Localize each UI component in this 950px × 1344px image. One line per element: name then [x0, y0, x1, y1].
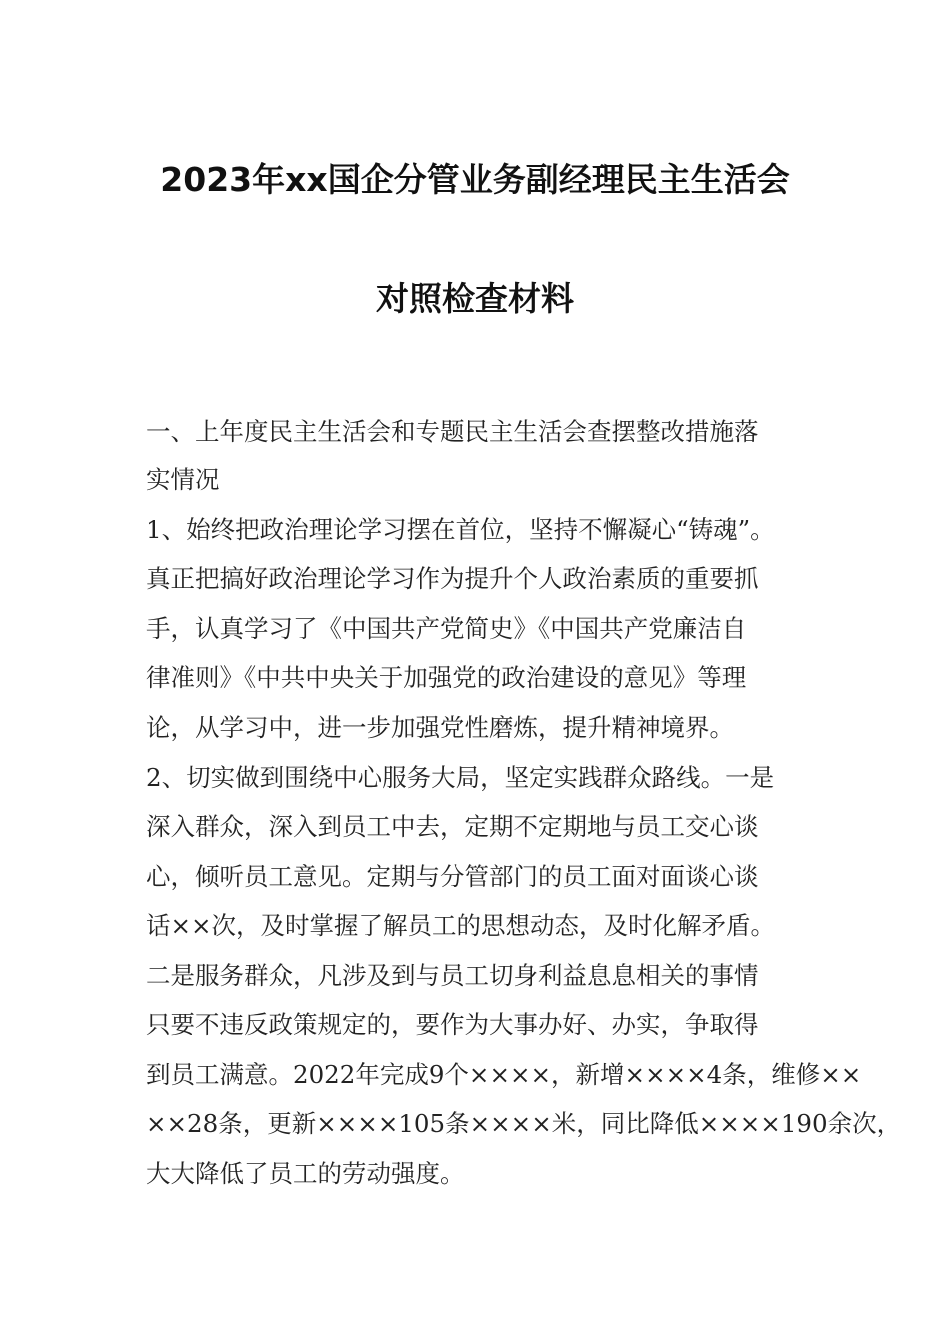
body-line: 实情况 [146, 465, 220, 494]
body-line: 1、始终把政治理论学习摆在首位，坚持不懈凝心“铸魂”。 [146, 515, 775, 544]
body-line: 手，认真学习了《中国共产党简史》《中国共产党廉洁自 [146, 614, 747, 643]
body-line: 深入群众，深入到员工中去，定期不定期地与员工交心谈 [146, 812, 759, 841]
document-title-line-1: 2023年xx国企分管业务副经理民主生活会 [160, 160, 790, 199]
body-line: 律准则》《中共中央关于加强党的政治建设的意见》等理 [146, 663, 747, 692]
body-line: 话××次，及时掌握了解员工的思想动态，及时化解矛盾。 [146, 911, 776, 940]
body-line: 真正把搞好政治理论学习作为提升个人政治素质的重要抓 [146, 564, 759, 593]
body-line: 到员工满意。2022年完成9个××××，新增××××4条，维修×× [146, 1060, 862, 1089]
body-line: 论，从学习中，进一步加强党性磨炼，提升精神境界。 [146, 713, 734, 742]
body-line: 二是服务群众，凡涉及到与员工切身利益息息相关的事情 [146, 961, 759, 990]
body-line: 一、上年度民主生活会和专题民主生活会查摆整改措施落 [146, 417, 759, 446]
body-line: 心，倾听员工意见。定期与分管部门的员工面对面谈心谈 [146, 862, 759, 891]
body-line: ××28条，更新××××105条××××米，同比降低××××190余次， [146, 1109, 902, 1138]
body-line: 2、切实做到围绕中心服务大局，坚定实践群众路线。一是 [146, 763, 775, 792]
body-line: 大大降低了员工的劳动强度。 [146, 1159, 465, 1188]
document-title-line-2: 对照检查材料 [376, 279, 574, 318]
body-line: 只要不违反政策规定的，要作为大事办好、办实，争取得 [146, 1010, 759, 1039]
